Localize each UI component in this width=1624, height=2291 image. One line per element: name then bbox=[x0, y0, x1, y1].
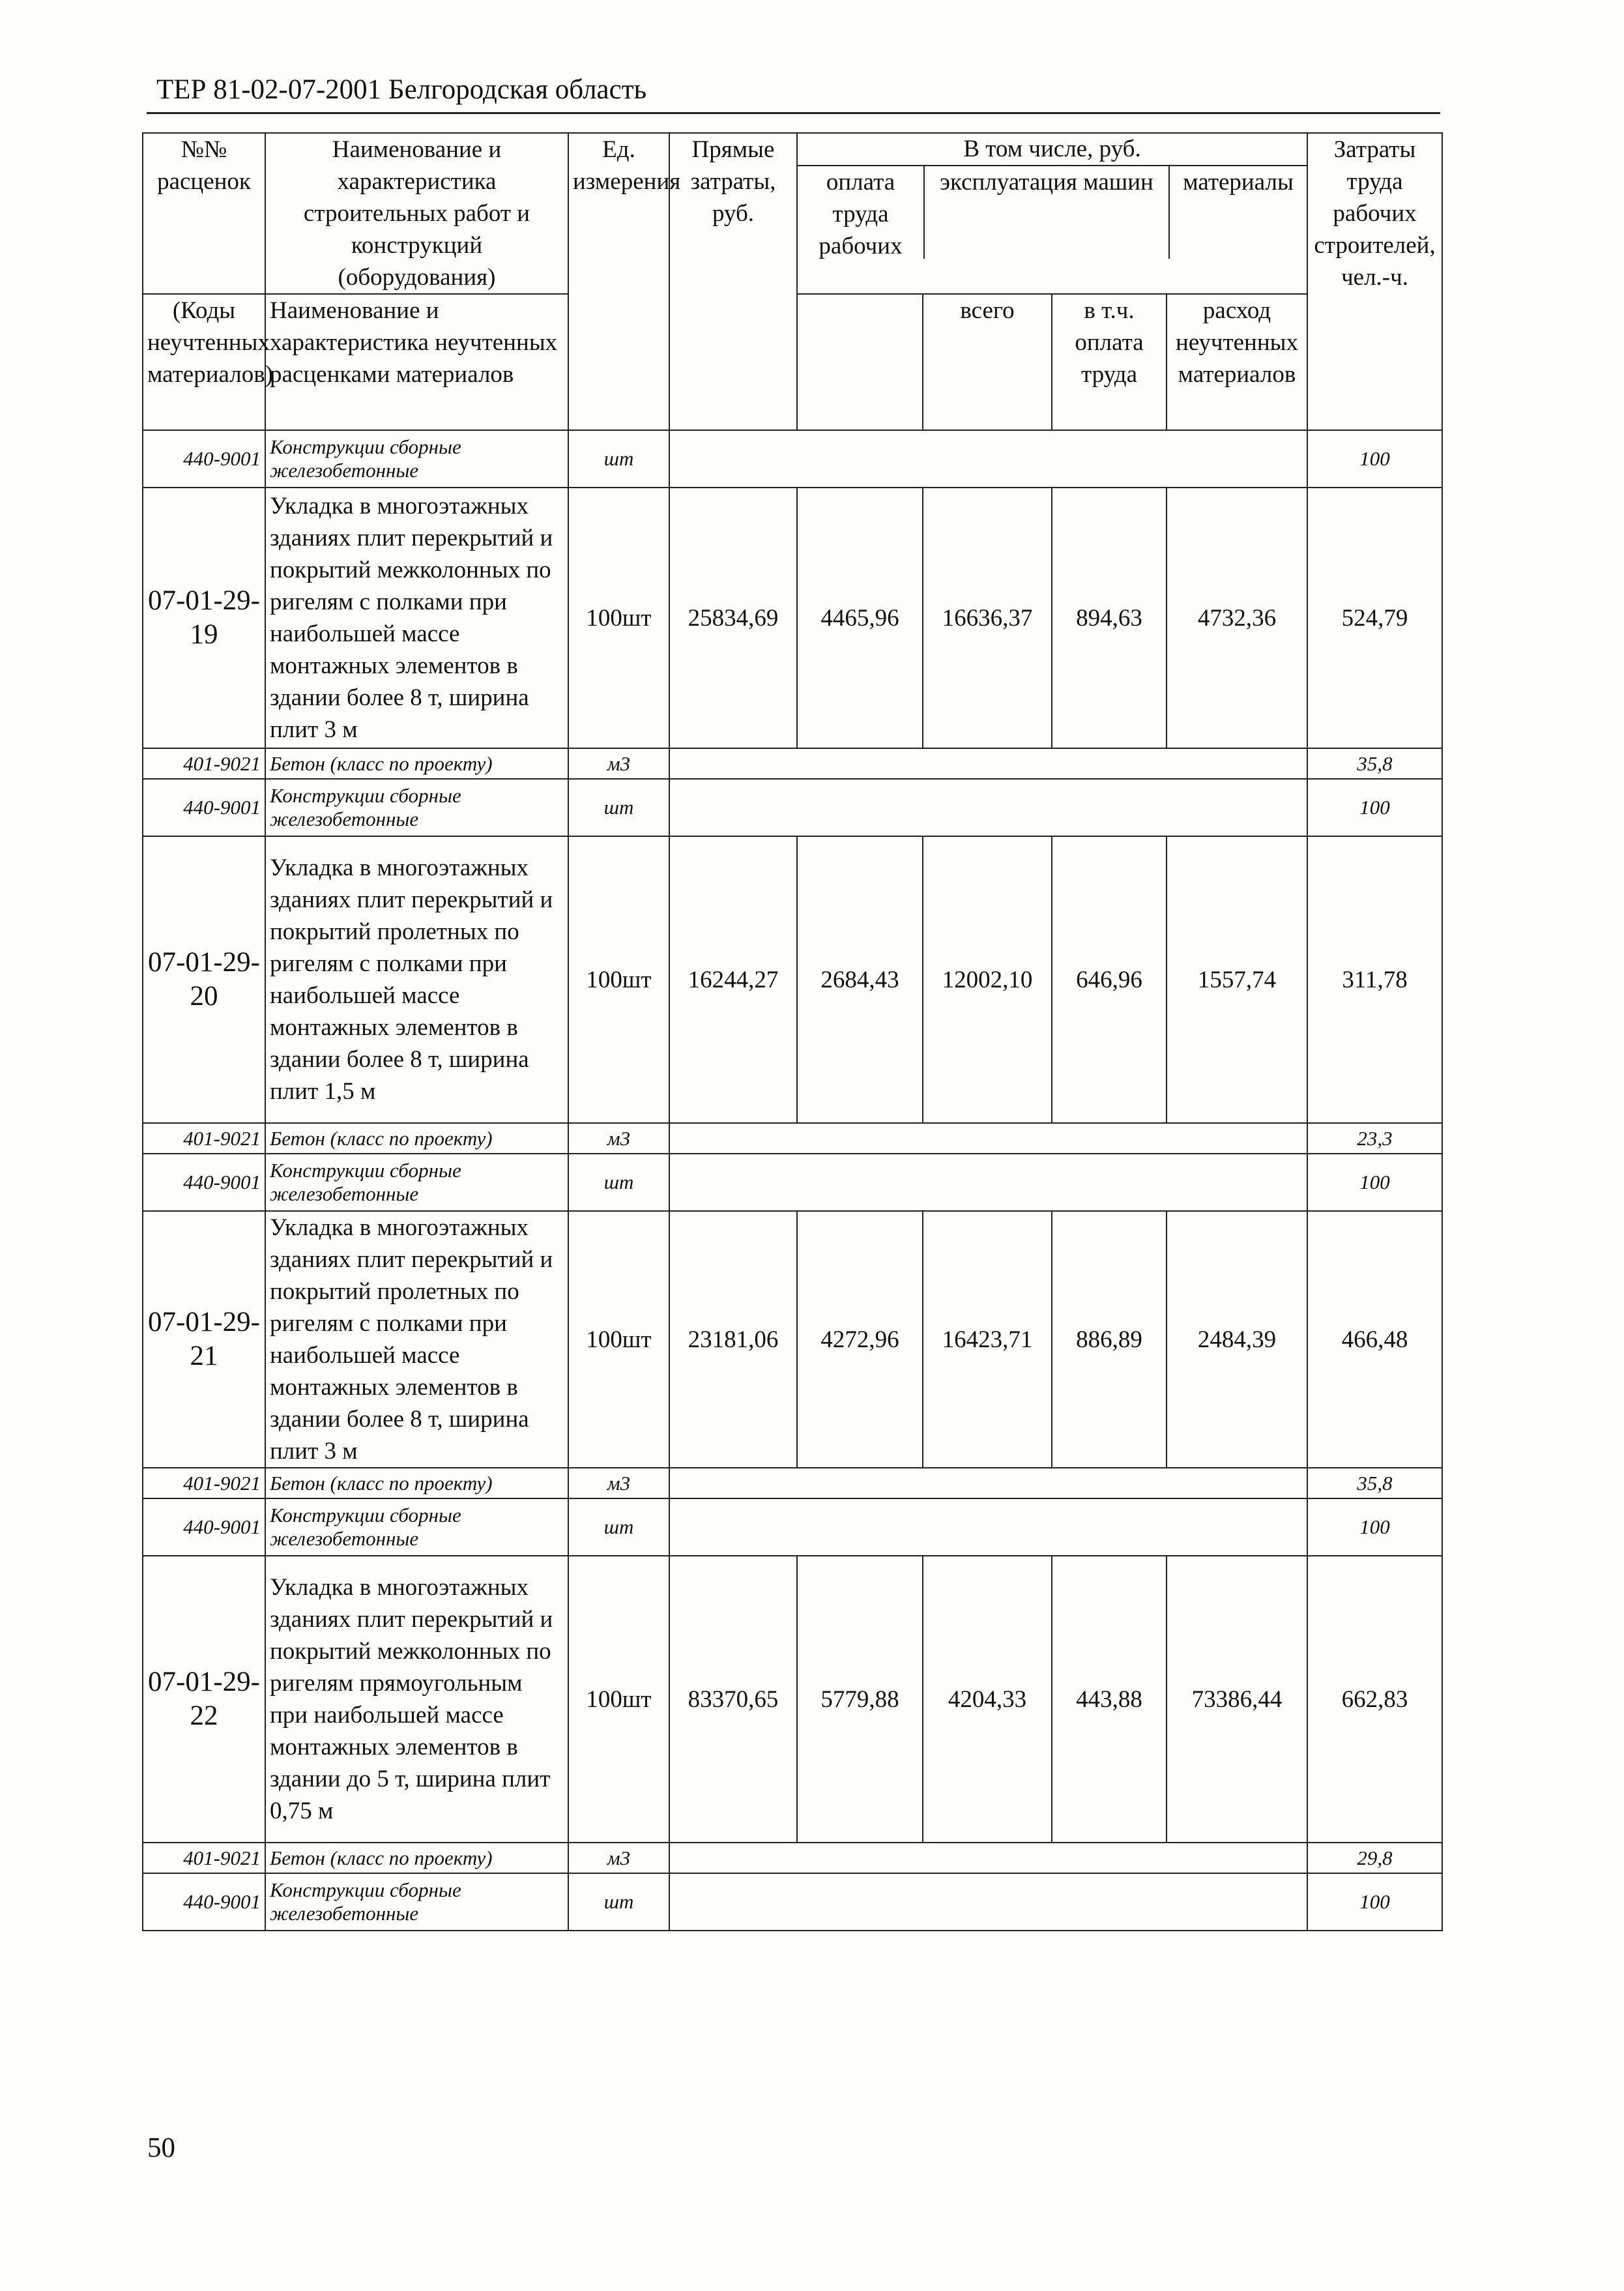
work-unit: 100шт bbox=[568, 836, 669, 1123]
work-direct-cost: 16244,27 bbox=[669, 836, 797, 1123]
material-row bbox=[143, 779, 1442, 836]
page-number: 50 bbox=[147, 2133, 175, 2163]
material-unit: шт bbox=[568, 779, 669, 836]
work-materials-cost: 1557,74 bbox=[1167, 836, 1307, 1123]
work-materials-cost: 73386,44 bbox=[1167, 1556, 1307, 1843]
material-qty: 35,8 bbox=[1307, 1468, 1442, 1498]
material-row bbox=[143, 1843, 1442, 1873]
material-code: 440-9001 bbox=[143, 430, 265, 488]
col-labor-blank bbox=[797, 294, 923, 430]
material-row bbox=[143, 1498, 1442, 1556]
work-row bbox=[143, 1211, 1442, 1468]
material-name: Конструкции сборные железобетонные bbox=[265, 1873, 568, 1931]
work-unit: 100шт bbox=[568, 1556, 669, 1843]
work-worker-hours: 311,78 bbox=[1307, 836, 1442, 1123]
material-blank bbox=[669, 779, 1307, 836]
col-code-bottom: (Коды неучтенных материалов) bbox=[143, 294, 265, 430]
material-blank bbox=[669, 430, 1307, 488]
col-code-top: №№ расценок bbox=[143, 133, 265, 294]
col-mach-labor: в т.ч. оплата труда bbox=[1052, 294, 1167, 430]
material-qty: 100 bbox=[1307, 430, 1442, 488]
work-row bbox=[143, 1556, 1442, 1843]
work-row bbox=[143, 836, 1442, 1123]
material-code: 401-9021 bbox=[143, 1123, 265, 1154]
material-row bbox=[143, 430, 1442, 488]
col-name-top: Наименование и характеристика строительных работ и конструкций (оборудования) bbox=[265, 133, 568, 294]
page-header: ТЕР 81-02-07-2001 Белгородская область bbox=[156, 74, 647, 105]
work-description: Укладка в многоэтажных зданиях плит перекрытий и покрытий межколонных по ригелям с полками при наибольшей массе монтажных элементов в здании более 8 т, ширина плит 3 м bbox=[265, 488, 568, 748]
col-group-incl bbox=[797, 133, 1307, 294]
work-code: 07-01-29-22 bbox=[143, 1556, 265, 1843]
material-qty: 29,8 bbox=[1307, 1843, 1442, 1873]
material-name: Бетон (класс по проекту) bbox=[265, 748, 568, 779]
rates-table bbox=[142, 132, 1443, 1931]
header-rule bbox=[147, 112, 1440, 114]
material-row bbox=[143, 748, 1442, 779]
work-machine-labor: 886,89 bbox=[1052, 1211, 1167, 1468]
work-materials-cost: 2484,39 bbox=[1167, 1211, 1307, 1468]
material-name: Бетон (класс по проекту) bbox=[265, 1468, 568, 1498]
col-worker-hours: Затраты труда рабочих строителей, чел.-ч. bbox=[1307, 133, 1442, 430]
work-code: 07-01-29-19 bbox=[143, 488, 265, 748]
material-unit: м3 bbox=[568, 1468, 669, 1498]
col-mat-use: расход неучтенных материалов bbox=[1167, 294, 1307, 430]
work-direct-cost: 25834,69 bbox=[669, 488, 797, 748]
material-qty: 100 bbox=[1307, 1498, 1442, 1556]
work-machine-labor: 443,88 bbox=[1052, 1556, 1167, 1843]
material-code: 440-9001 bbox=[143, 1154, 265, 1211]
material-unit: м3 bbox=[568, 748, 669, 779]
col-name-bottom: Наименование и характеристика неучтенных расценками материалов bbox=[265, 294, 568, 430]
col-incl: В том числе, руб. bbox=[798, 134, 1307, 166]
material-row bbox=[143, 1123, 1442, 1154]
material-row bbox=[143, 1468, 1442, 1498]
material-unit: шт bbox=[568, 1498, 669, 1556]
work-code: 07-01-29-20 bbox=[143, 836, 265, 1123]
work-machine-total: 16423,71 bbox=[923, 1211, 1052, 1468]
work-direct-cost: 23181,06 bbox=[669, 1211, 797, 1468]
work-machine-total: 12002,10 bbox=[923, 836, 1052, 1123]
work-worker-hours: 662,83 bbox=[1307, 1556, 1442, 1843]
work-labor-cost: 5779,88 bbox=[797, 1556, 923, 1843]
material-name: Бетон (класс по проекту) bbox=[265, 1123, 568, 1154]
material-code: 401-9021 bbox=[143, 748, 265, 779]
work-labor-cost: 4272,96 bbox=[797, 1211, 923, 1468]
material-qty: 100 bbox=[1307, 1154, 1442, 1211]
material-code: 440-9001 bbox=[143, 1498, 265, 1556]
work-machine-total: 4204,33 bbox=[923, 1556, 1052, 1843]
material-name: Бетон (класс по проекту) bbox=[265, 1843, 568, 1873]
material-name: Конструкции сборные железобетонные bbox=[265, 779, 568, 836]
material-blank bbox=[669, 1154, 1307, 1211]
work-labor-cost: 4465,96 bbox=[797, 488, 923, 748]
material-blank bbox=[669, 1843, 1307, 1873]
material-blank bbox=[669, 1468, 1307, 1498]
material-unit: м3 bbox=[568, 1123, 669, 1154]
material-unit: шт bbox=[568, 430, 669, 488]
col-labor: оплата труда рабочих bbox=[798, 166, 925, 259]
material-name: Конструкции сборные железобетонные bbox=[265, 1154, 568, 1211]
header-row-1 bbox=[143, 133, 1442, 294]
col-direct: Прямые затраты, руб. bbox=[669, 133, 797, 430]
material-qty: 23,3 bbox=[1307, 1123, 1442, 1154]
work-row bbox=[143, 488, 1442, 748]
material-code: 401-9021 bbox=[143, 1468, 265, 1498]
work-description: Укладка в многоэтажных зданиях плит перекрытий и покрытий пролетных по ригелям с полками при наибольшей массе монтажных элементов в здании более 8 т, ширина плит 3 м bbox=[265, 1211, 568, 1468]
material-code: 401-9021 bbox=[143, 1843, 265, 1873]
material-name: Конструкции сборные железобетонные bbox=[265, 1498, 568, 1556]
material-blank bbox=[669, 1498, 1307, 1556]
material-row bbox=[143, 1154, 1442, 1211]
material-unit: шт bbox=[568, 1873, 669, 1931]
material-blank bbox=[669, 1873, 1307, 1931]
material-name: Конструкции сборные железобетонные bbox=[265, 430, 568, 488]
work-code: 07-01-29-21 bbox=[143, 1211, 265, 1468]
col-unit: Ед. измерения bbox=[568, 133, 669, 430]
col-machines: эксплуатация машин bbox=[925, 166, 1170, 259]
work-description: Укладка в многоэтажных зданиях плит перекрытий и покрытий пролетных по ригелям с полками при наибольшей массе монтажных элементов в здании более 8 т, ширина плит 1,5 м bbox=[265, 836, 568, 1123]
work-machine-labor: 646,96 bbox=[1052, 836, 1167, 1123]
work-unit: 100шт bbox=[568, 1211, 669, 1468]
work-machine-labor: 894,63 bbox=[1052, 488, 1167, 748]
work-worker-hours: 466,48 bbox=[1307, 1211, 1442, 1468]
material-blank bbox=[669, 1123, 1307, 1154]
material-unit: м3 bbox=[568, 1843, 669, 1873]
material-qty: 100 bbox=[1307, 779, 1442, 836]
work-machine-total: 16636,37 bbox=[923, 488, 1052, 748]
work-direct-cost: 83370,65 bbox=[669, 1556, 797, 1843]
col-mach-total: всего bbox=[923, 294, 1052, 430]
material-qty: 100 bbox=[1307, 1873, 1442, 1931]
work-labor-cost: 2684,43 bbox=[797, 836, 923, 1123]
material-qty: 35,8 bbox=[1307, 748, 1442, 779]
col-materials: материалы bbox=[1183, 169, 1294, 196]
material-row bbox=[143, 1873, 1442, 1931]
work-unit: 100шт bbox=[568, 488, 669, 748]
work-worker-hours: 524,79 bbox=[1307, 488, 1442, 748]
material-code: 440-9001 bbox=[143, 1873, 265, 1931]
material-code: 440-9001 bbox=[143, 779, 265, 836]
work-description: Укладка в многоэтажных зданиях плит перекрытий и покрытий межколонных по ригелям прямоугольным при наибольшей массе монтажных элементов в здании до 5 т, ширина плит 0,75 м bbox=[265, 1556, 568, 1843]
work-materials-cost: 4732,36 bbox=[1167, 488, 1307, 748]
material-unit: шт bbox=[568, 1154, 669, 1211]
material-blank bbox=[669, 748, 1307, 779]
